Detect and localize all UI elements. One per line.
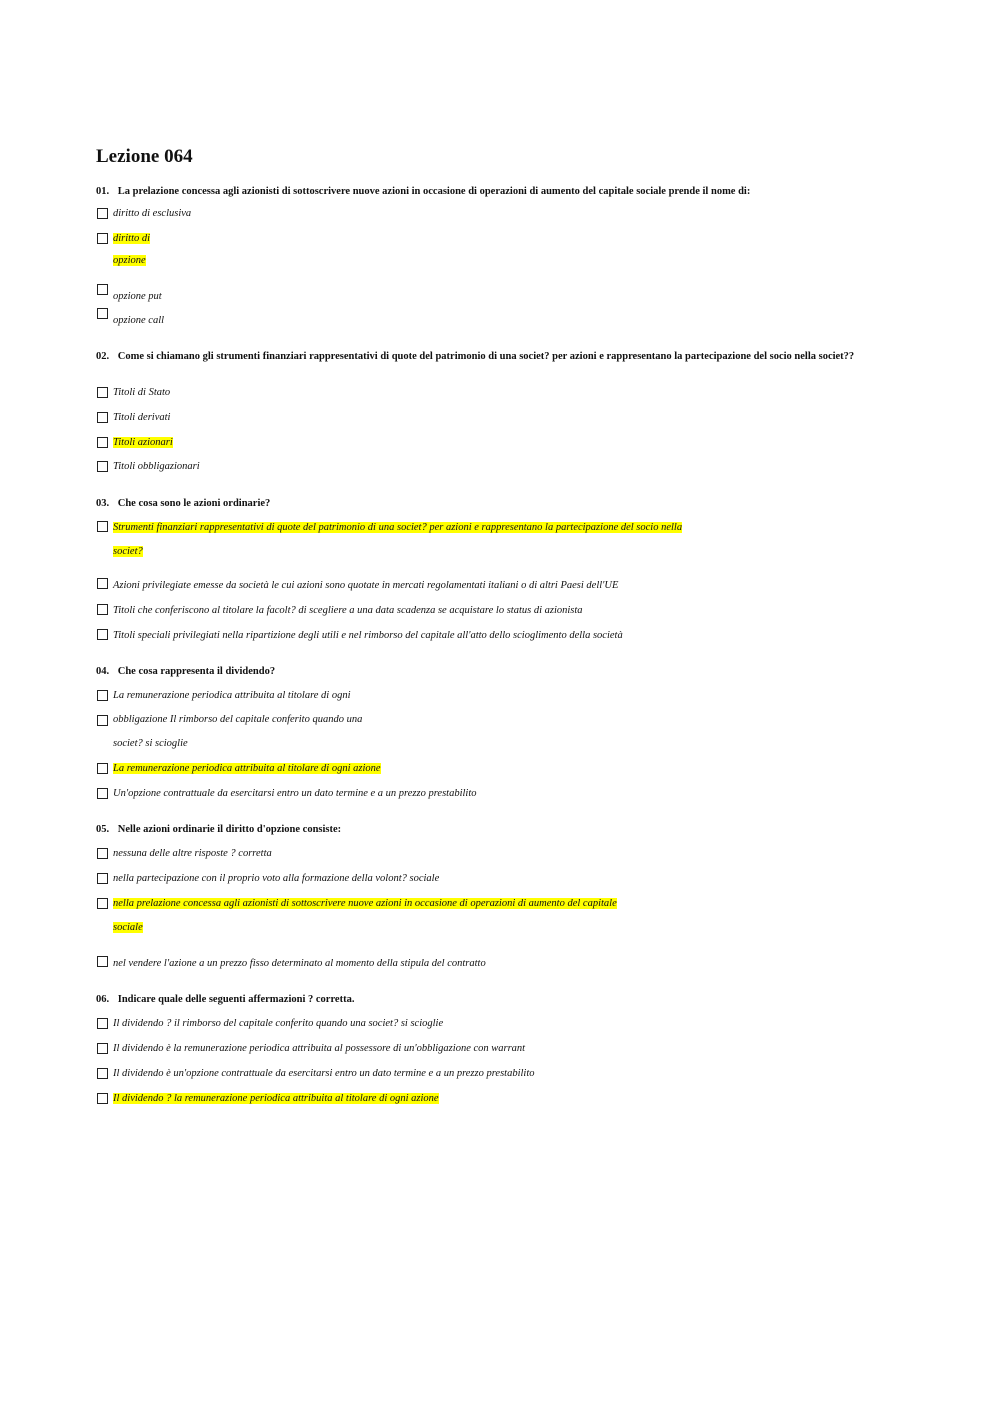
answer-option: Il dividendo è un'opzione contrattuale da esercitarsi entro un dato termine e a un prezzo prestabilito <box>113 1068 535 1079</box>
answer-option: obbligazione Il rimborso del capitale conferito quando una <box>113 714 363 725</box>
answer-checkbox[interactable] <box>97 715 108 726</box>
question-text: Che cosa sono le azioni ordinarie? <box>117 498 271 509</box>
question-text: Che cosa rappresenta il dividendo? <box>117 666 276 677</box>
answer-option: Titoli di Stato <box>113 387 171 398</box>
answer-checkbox[interactable] <box>97 690 108 701</box>
answer-option: diritto di esclusiva <box>113 208 192 219</box>
answer-checkbox[interactable] <box>97 1068 108 1079</box>
answer-checkbox[interactable] <box>97 412 108 423</box>
answer-checkbox[interactable] <box>97 578 108 589</box>
answer-checkbox[interactable] <box>97 1018 108 1029</box>
question-04 <box>96 666 896 678</box>
answer-option: Titoli obbligazionari <box>113 461 200 472</box>
answer-checkbox[interactable] <box>97 848 108 859</box>
answer-checkbox[interactable] <box>97 308 108 319</box>
question-number: 01. <box>96 186 110 197</box>
answer-checkbox[interactable] <box>97 763 108 774</box>
answer-option-correct: La remunerazione periodica attribuita al titolare di ogni azione <box>113 763 381 774</box>
question-text: La prelazione concessa agli azionisti di sottoscrivere nuove azioni in occasione di operazioni di aumento del capitale sociale prende il nome di: <box>117 186 751 197</box>
answer-option-correct: diritto di <box>113 233 151 244</box>
question-text: Nelle azioni ordinarie il diritto d'opzione consiste: <box>117 824 342 835</box>
answer-checkbox[interactable] <box>97 604 108 615</box>
question-number: 04. <box>96 666 110 677</box>
answer-option: Il dividendo è la remunerazione periodica attribuita al possessore di un'obbligazione con warrant <box>113 1043 526 1054</box>
answer-option-continuation: societ? <box>113 546 143 557</box>
answer-checkbox[interactable] <box>97 1043 108 1054</box>
answer-option: opzione put <box>113 291 162 302</box>
answer-checkbox[interactable] <box>97 629 108 640</box>
question-text: Indicare quale delle seguenti affermazioni ? corretta. <box>117 994 355 1005</box>
question-06 <box>96 994 896 1006</box>
answer-checkbox[interactable] <box>97 387 108 398</box>
answer-option: Azioni privilegiate emesse da società le cui azioni sono quotate in mercati regolamentati italiani o di altri Paesi dell'UE <box>113 580 619 591</box>
answer-option-continuation: sociale <box>113 922 143 933</box>
answer-option-correct: Strumenti finanziari rappresentativi di quote del patrimonio di una societ? per azioni e rappresentano la partecipazione del socio nella <box>113 522 683 533</box>
answer-checkbox[interactable] <box>97 956 108 967</box>
answer-option-continuation: opzione <box>113 255 146 266</box>
answer-checkbox[interactable] <box>97 233 108 244</box>
question-number: 02. <box>96 351 110 362</box>
answer-option-continuation: societ? si scioglie <box>113 738 188 749</box>
answer-checkbox[interactable] <box>97 1093 108 1104</box>
answer-option: Titoli che conferiscono al titolare la facolt? di scegliere a una data scadenza se acquistare lo status di azionista <box>113 605 583 616</box>
answer-option: nessuna delle altre risposte ? corretta <box>113 848 272 859</box>
answer-option-correct: Il dividendo ? la remunerazione periodica attribuita al titolare di ogni azione <box>113 1093 439 1104</box>
answer-option: nella partecipazione con il proprio voto alla formazione della volont? sociale <box>113 873 440 884</box>
question-02 <box>96 351 896 363</box>
answer-option: Un'opzione contrattuale da esercitarsi entro un dato termine e a un prezzo prestabilito <box>113 788 477 799</box>
page-title: Lezione 064 <box>96 146 193 167</box>
answer-option: opzione call <box>113 315 165 326</box>
question-03 <box>96 498 896 510</box>
question-number: 05. <box>96 824 110 835</box>
answer-option: nel vendere l'azione a un prezzo fisso determinato al momento della stipula del contratto <box>113 958 486 969</box>
answer-checkbox[interactable] <box>97 284 108 295</box>
question-01 <box>96 186 896 198</box>
answer-checkbox[interactable] <box>97 208 108 219</box>
question-text: Come si chiamano gli strumenti finanziari rappresentativi di quote del patrimonio di una societ? per azioni e rappresentano la partecipazione del socio nella societ?? <box>117 351 855 362</box>
question-05 <box>96 824 896 836</box>
answer-checkbox[interactable] <box>97 461 108 472</box>
answer-option: Titoli derivati <box>113 412 171 423</box>
answer-checkbox[interactable] <box>97 521 108 532</box>
answer-checkbox[interactable] <box>97 898 108 909</box>
question-number: 03. <box>96 498 110 509</box>
answer-option-correct: nella prelazione concessa agli azionisti di sottoscrivere nuove azioni in occasione di operazioni di aumento del capitale <box>113 898 617 909</box>
answer-option-correct: Titoli azionari <box>113 437 173 448</box>
answer-option: Il dividendo ? il rimborso del capitale conferito quando una societ? si scioglie <box>113 1018 444 1029</box>
answer-checkbox[interactable] <box>97 873 108 884</box>
question-number: 06. <box>96 994 110 1005</box>
answer-option: La remunerazione periodica attribuita al titolare di ogni <box>113 690 351 701</box>
answer-checkbox[interactable] <box>97 788 108 799</box>
answer-option: Titoli speciali privilegiati nella ripartizione degli utili e nel rimborso del capitale all'atto dello scioglimento della società <box>113 630 623 641</box>
answer-checkbox[interactable] <box>97 437 108 448</box>
